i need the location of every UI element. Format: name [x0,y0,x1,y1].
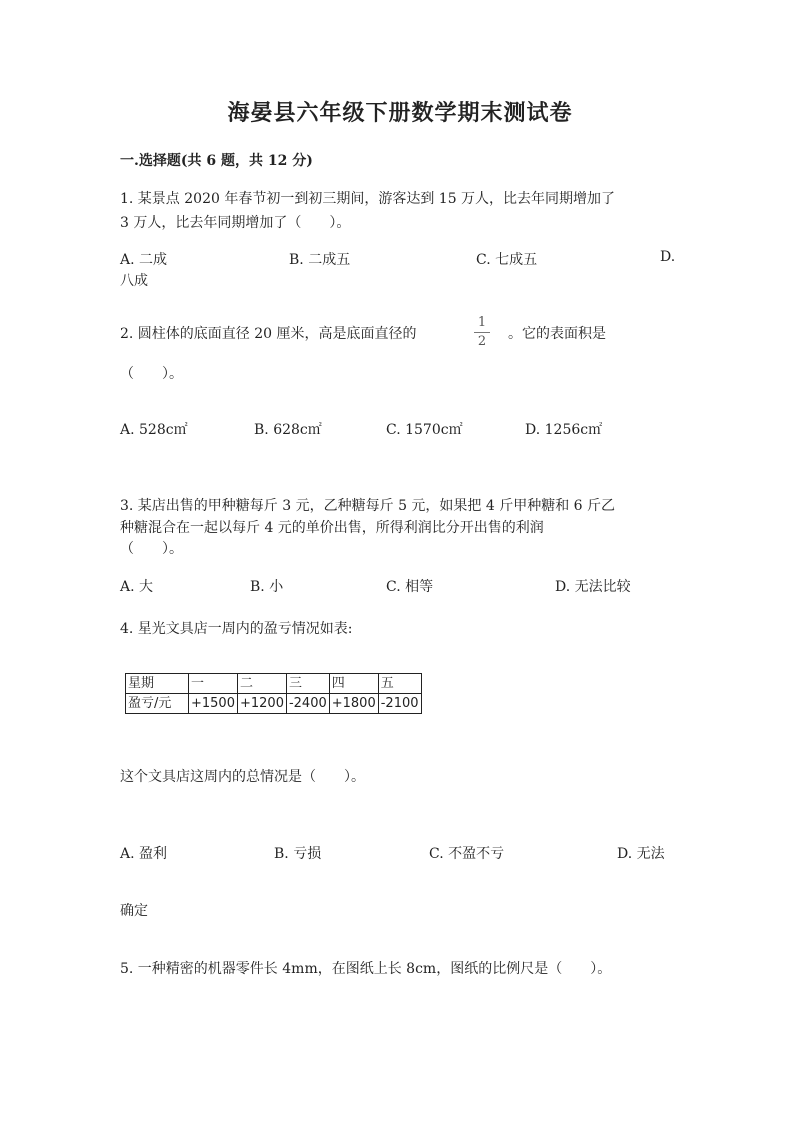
q4-text-line2: 这个文具店这周内的总情况是（ ）。 [120,769,365,785]
q4-option-c: C. 不盈不亏 [429,846,505,862]
section-heading: 一.选择题(共 6 题，共 12 分) [120,153,313,169]
table-row [126,694,422,714]
q3-option-a: A. 大 [120,579,154,595]
table-header-cell: 三 [286,674,329,694]
q3-option-c: C. 相等 [386,579,434,595]
q3-text-line2: 种糖混合在一起以每斤 4 元的单价出售，所得利润比分开出售的利润 [120,520,544,536]
q4-option-a: A. 盈利 [120,846,168,862]
q1-option-d: D. [660,249,676,265]
page-title: 海晏县六年级下册数学期末测试卷 [227,100,573,126]
q4-text-line1: 4. 星光文具店一周内的盈亏情况如表: [120,621,353,637]
q2-option-a: A. 528c㎡ [120,422,188,438]
q2-fraction [474,316,490,349]
q2-option-c: C. 1570c㎡ [386,422,463,438]
table-header-cell: 星期 [126,674,189,694]
table-cell: +1800 [329,694,378,714]
table-header-row [126,674,422,694]
table-header-cell: 五 [378,674,421,694]
table-cell: +1200 [237,694,286,714]
q2-fraction-denominator: 2 [477,334,487,349]
table-header-cell: 二 [237,674,286,694]
q4-option-b: B. 亏损 [274,846,322,862]
q2-option-d: D. 1256c㎡ [525,422,603,438]
q4-option-d-wrap: 确定 [120,903,148,919]
fraction-bar [474,332,490,333]
q2-option-b: B. 628c㎡ [254,422,322,438]
q1-text-line1: 1. 某景点 2020 年春节初一到初三期间，游客达到 15 万人，比去年同期增加了 [120,191,616,207]
table-cell: -2400 [286,694,329,714]
q3-option-b: B. 小 [250,579,284,595]
q3-text-line3: （ ）。 [120,541,183,557]
q2-text-tail: 。它的表面积是 [508,326,606,342]
q1-option-d-wrap: 八成 [120,273,148,289]
q2-fraction-numerator: 1 [477,315,487,330]
q3-text-line1: 3. 某店出售的甲种糖每斤 3 元，乙种糖每斤 5 元，如果把 4 斤甲种糖和 6 斤乙 [120,498,616,514]
q4-option-d: D. 无法 [617,846,665,862]
table-cell: 盈亏/元 [126,694,189,714]
q1-text-line2: 3 万人，比去年同期增加了（ ）。 [120,215,351,231]
table-cell: +1500 [189,694,238,714]
table-header-cell: 四 [329,674,378,694]
q2-text-line2: （ ）。 [120,366,183,382]
q1-option-a: A. 二成 [120,252,168,268]
profit-loss-table [125,673,422,714]
q1-option-b: B. 二成五 [289,252,351,268]
table-header-cell: 一 [189,674,238,694]
q3-option-d: D. 无法比较 [555,579,631,595]
q1-option-c: C. 七成五 [476,252,538,268]
q2-text-line1: 2. 圆柱体的底面直径 20 厘米，高是底面直径的 [120,326,417,342]
table-cell: -2100 [378,694,421,714]
q5-text-line1: 5. 一种精密的机器零件长 4mm，在图纸上长 8cm，图纸的比例尺是（ ）。 [120,961,612,977]
